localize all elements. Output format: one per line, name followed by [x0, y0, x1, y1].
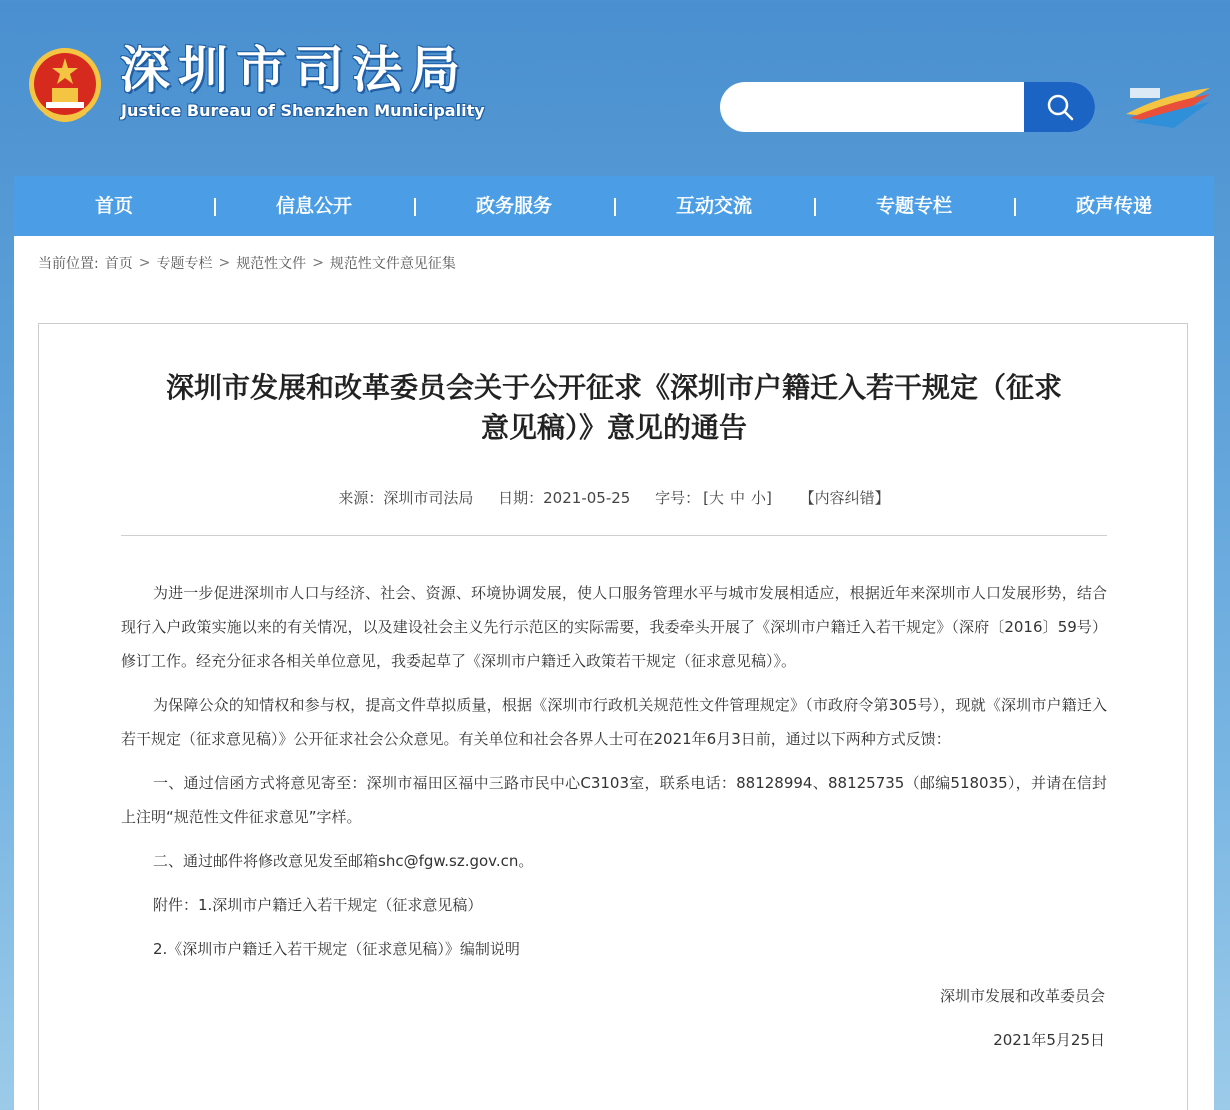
nav-item-interaction[interactable]: 互动交流	[675, 195, 752, 217]
main-nav	[14, 176, 1214, 236]
search-input[interactable]	[720, 82, 1024, 132]
breadcrumb-separator: >	[312, 255, 324, 271]
font-size-large[interactable]: [大	[703, 489, 724, 507]
breadcrumb-separator: >	[138, 255, 151, 271]
search-icon	[1045, 92, 1075, 122]
article-title	[129, 368, 1099, 448]
breadcrumb-item-home[interactable]: 首页	[104, 256, 133, 272]
breadcrumb-item-normative-docs[interactable]: 规范性文件	[236, 256, 307, 272]
article-source: 来源：深圳市司法局	[338, 489, 474, 507]
paragraph: 二、通过邮件将修改意见发至邮箱shc@fgw.sz.gov.cn。	[153, 852, 534, 870]
side-logo-icon[interactable]	[1124, 84, 1212, 130]
breadcrumb-item-comments[interactable]: 规范性文件意见征集	[329, 256, 456, 272]
font-size-label: 字号：	[655, 489, 701, 507]
font-size-controls	[655, 489, 780, 507]
breadcrumb-item-topics[interactable]: 专题专栏	[156, 256, 213, 272]
paragraph: 为保障公众的知情权和参与权，提高文件草拟质量，根据《深圳市行政机关规范性文件管理规定》（市政府令第305号），现就《深圳市户籍迁入若干规定（征求意见稿）》公开征求社会公众意见。有关单位和社会各界人士可在2021年6月3日前，通过以下两种方式反馈：	[121, 696, 1107, 748]
court-emblem-icon	[26, 44, 104, 126]
article-meta	[39, 487, 1189, 508]
nav-item-topics[interactable]: 专题专栏	[875, 195, 952, 217]
attachment-link[interactable]: 附件：1.深圳市户籍迁入若干规定（征求意见稿）	[153, 896, 483, 914]
nav-item-services[interactable]: 政务服务	[475, 195, 552, 217]
article-title-line1: 深圳市发展和改革委员会关于公开征求《深圳市户籍迁入若干规定（征求	[165, 371, 1062, 404]
font-size-medium[interactable]: 中	[729, 489, 745, 507]
nav-item-policy[interactable]: 政声传递	[1075, 195, 1152, 217]
content-correction-link[interactable]: 【内容纠错】	[799, 489, 890, 507]
signature-date: 2021年5月25日	[993, 1031, 1105, 1049]
search-box	[720, 82, 1095, 132]
paragraph: 一、通过信函方式将意见寄至：深圳市福田区福中三路市民中心C3103室，联系电话：88128994、88125735（邮编518035），并请在信封上注明“规范性文件征求意见”字样。	[121, 774, 1107, 826]
article-date: 日期：2021-05-25	[498, 489, 631, 507]
nav-divider	[814, 198, 816, 216]
attachment-link[interactable]: 2.《深圳市户籍迁入若干规定（征求意见稿）》编制说明	[153, 940, 520, 958]
breadcrumb-prefix: 当前位置:	[38, 256, 99, 272]
breadcrumb	[38, 253, 456, 273]
site-title: 深圳市司法局	[120, 41, 468, 99]
nav-divider	[414, 198, 416, 216]
site-header	[0, 0, 1230, 175]
signature-org: 深圳市发展和改革委员会	[939, 987, 1105, 1005]
search-button[interactable]	[1024, 82, 1095, 132]
nav-item-home[interactable]: 首页	[94, 195, 133, 217]
article-title-line2: 意见稿）》意见的通告	[480, 411, 747, 444]
article-body	[121, 576, 1107, 976]
nav-divider	[1014, 198, 1016, 216]
divider	[121, 535, 1107, 536]
nav-divider	[214, 198, 216, 216]
font-size-small[interactable]: 小]	[751, 489, 772, 507]
article-container	[38, 323, 1188, 1110]
breadcrumb-separator: >	[218, 255, 231, 271]
nav-item-info[interactable]: 信息公开	[275, 195, 352, 217]
site-subtitle: Justice Bureau of Shenzhen Municipality	[121, 101, 485, 120]
signature	[940, 974, 1105, 1062]
paragraph: 为进一步促进深圳市人口与经济、社会、资源、环境协调发展，使人口服务管理水平与城市发展相适应，根据近年来深圳市人口发展形势，结合现行入户政策实施以来的有关情况，以及建设社会主义先行示范区的实际需要，我委牵头开展了《深圳市户籍迁入若干规定》（深府〔2016〕59号）修订工作。经充分征求各相关单位意见，我委起草了《深圳市户籍迁入政策若干规定（征求意见稿）》。	[121, 584, 1107, 670]
nav-divider	[614, 198, 616, 216]
